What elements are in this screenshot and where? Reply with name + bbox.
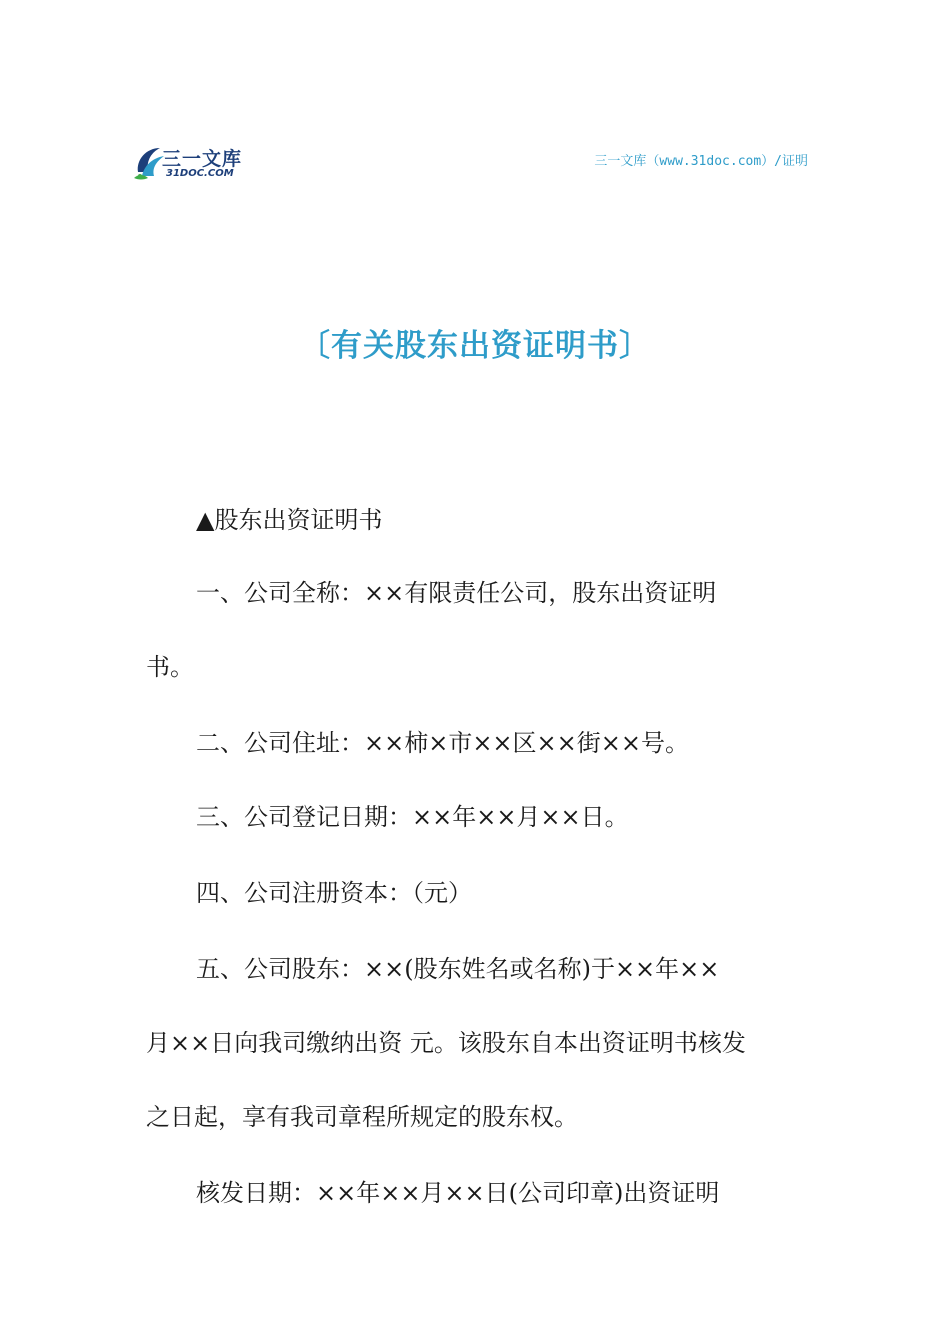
- site-logo[interactable]: [132, 138, 252, 186]
- paragraph-line: 四、公司注册资本：（元）: [196, 879, 472, 907]
- document-title: 〔有关股东出资证明书〕: [299, 328, 651, 364]
- paragraph-line: 之日起，享有我司章程所规定的股东权。: [146, 1103, 578, 1131]
- header-site-link[interactable]: 三一文库（www.31doc.com）/证明: [594, 154, 808, 169]
- logo-domain: 31DOC.COM: [166, 168, 234, 179]
- paragraph-line: 五、公司股东：××(股东姓名或名称)于××年××: [196, 955, 720, 983]
- logo-name: 三一文库: [162, 148, 243, 170]
- paragraph-line: 三、公司登记日期：××年××月××日。: [196, 803, 629, 831]
- page-header: [132, 138, 808, 188]
- paragraph-line: 月××日向我司缴纳出资 元。该股东自本出资证明书核发: [146, 1029, 746, 1057]
- paragraph-line: 二、公司住址：××柿×市××区××街××号。: [196, 729, 689, 757]
- paragraph-line: 核发日期：××年××月××日(公司印章)出资证明: [196, 1179, 720, 1207]
- section-heading: ▲股东出资证明书: [196, 506, 383, 534]
- paragraph-line: 一、公司全称：××有限责任公司，股东出资证明: [196, 579, 717, 607]
- paragraph-line: 书。: [146, 653, 194, 681]
